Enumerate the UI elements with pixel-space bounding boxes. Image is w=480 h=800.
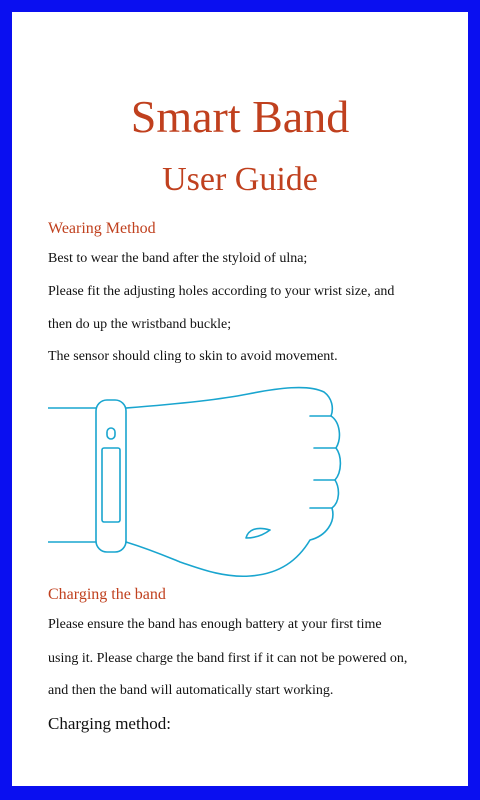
wearing-line-1: Best to wear the band after the styloid of ulna;	[48, 251, 308, 266]
wrist-band-illustration	[48, 380, 348, 580]
thumb-outline	[246, 528, 270, 538]
page-subtitle: User Guide	[162, 161, 318, 198]
hand-outline	[126, 388, 340, 577]
charging-line-3: and then the band will automatically start working.	[48, 683, 334, 698]
wearing-line-4: The sensor should cling to skin to avoid movement.	[48, 349, 338, 364]
charging-line-2: using it. Please charge the band first if it can not be powered on,	[48, 651, 408, 666]
band-sensor-button	[107, 428, 115, 439]
wearing-line-2: Please fit the adjusting holes according to your wrist size, and	[48, 284, 395, 299]
charging-method-label: Charging method:	[48, 714, 171, 733]
band-screen	[102, 448, 120, 522]
charging-heading: Charging the band	[48, 586, 166, 603]
band-strap	[96, 400, 126, 552]
guide-page	[12, 12, 468, 786]
page-title: Smart Band	[130, 91, 350, 142]
charging-line-1: Please ensure the band has enough battery at your first time	[48, 617, 382, 632]
wearing-method-heading: Wearing Method	[48, 220, 156, 237]
wearing-line-3: then do up the wristband buckle;	[48, 317, 232, 332]
